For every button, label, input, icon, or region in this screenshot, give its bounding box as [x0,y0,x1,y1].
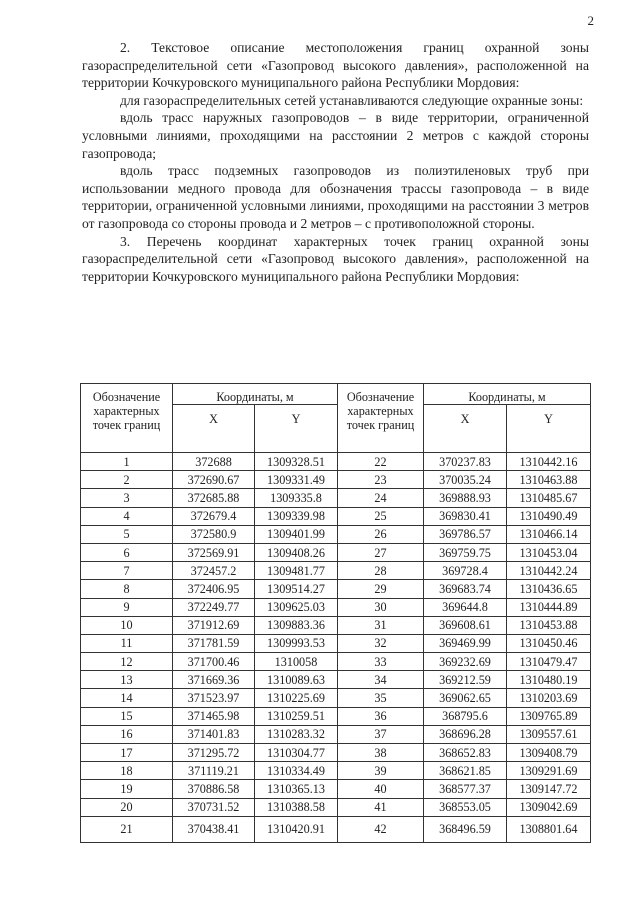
cell-point-right: 37 [338,725,424,743]
cell-x-right: 368696.28 [424,725,507,743]
cell-y-left: 1309339.98 [255,507,338,525]
cell-x-right: 369212.59 [424,671,507,689]
cell-x-right: 370237.83 [424,453,507,471]
cell-x-left: 371523.97 [173,689,255,707]
cell-point-left: 15 [81,707,173,725]
cell-x-left: 371119.21 [173,762,255,780]
cell-y-left: 1309883.36 [255,616,338,634]
cell-y-right: 1310203.69 [507,689,591,707]
cell-x-left: 372679.4 [173,507,255,525]
cell-y-left: 1309625.03 [255,598,338,616]
table-row [81,471,591,489]
table-row [81,598,591,616]
cell-x-right: 369728.4 [424,562,507,580]
cell-y-right: 1310463.88 [507,471,591,489]
cell-y-left: 1310420.91 [255,816,338,842]
cell-y-left: 1309401.99 [255,525,338,543]
cell-x-left: 371465.98 [173,707,255,725]
cell-point-right: 29 [338,580,424,598]
cell-y-right: 1309765.89 [507,707,591,725]
cell-x-left: 372406.95 [173,580,255,598]
cell-x-right: 368496.59 [424,816,507,842]
cell-point-right: 24 [338,489,424,507]
cell-y-right: 1310436.65 [507,580,591,598]
cell-x-left: 372569.91 [173,543,255,561]
cell-x-left: 371781.59 [173,634,255,652]
cell-y-left: 1309331.49 [255,471,338,489]
cell-point-left: 4 [81,507,173,525]
cell-y-right: 1310466.14 [507,525,591,543]
cell-x-right: 369830.41 [424,507,507,525]
table-row [81,653,591,671]
cell-y-right: 1310444.89 [507,598,591,616]
cell-x-left: 371401.83 [173,725,255,743]
cell-y-left: 1310388.58 [255,798,338,816]
cell-y-left: 1310089.63 [255,671,338,689]
header-x-right: X [424,405,507,453]
cell-point-right: 25 [338,507,424,525]
cell-y-right: 1310479.47 [507,653,591,671]
cell-y-left: 1310304.77 [255,744,338,762]
cell-x-right: 369759.75 [424,543,507,561]
cell-point-right: 33 [338,653,424,671]
cell-y-right: 1310490.49 [507,507,591,525]
cell-y-left: 1310058 [255,653,338,671]
cell-point-left: 12 [81,653,173,671]
cell-x-right: 369888.93 [424,489,507,507]
cell-x-right: 369786.57 [424,525,507,543]
cell-point-right: 31 [338,616,424,634]
paragraph-external-pipelines: вдоль трасс наружных газопроводов – в виде территории, ограниченной условными линиями, проходящими на расстоянии 2 метров с каждой стороны газопровода; [82,110,589,161]
document-text [82,39,589,285]
header-x-left: X [173,405,255,453]
header-y-left: Y [255,405,338,453]
cell-x-left: 370438.41 [173,816,255,842]
table-row [81,453,591,471]
cell-x-right: 369232.69 [424,653,507,671]
cell-y-right: 1309147.72 [507,780,591,798]
table-row [81,507,591,525]
cell-point-left: 20 [81,798,173,816]
cell-point-right: 39 [338,762,424,780]
cell-y-left: 1310259.51 [255,707,338,725]
cell-x-right: 369644.8 [424,598,507,616]
cell-y-right: 1310442.16 [507,453,591,471]
cell-y-right: 1310453.88 [507,616,591,634]
cell-y-right: 1308801.64 [507,816,591,842]
cell-point-left: 19 [81,780,173,798]
cell-x-left: 372688 [173,453,255,471]
cell-y-left: 1310225.69 [255,689,338,707]
cell-point-right: 36 [338,707,424,725]
cell-x-right: 370035.24 [424,471,507,489]
cell-point-left: 11 [81,634,173,652]
cell-point-left: 13 [81,671,173,689]
cell-y-left: 1309514.27 [255,580,338,598]
header-coords-right: Координаты, м [424,384,591,405]
cell-x-right: 368621.85 [424,762,507,780]
cell-point-left: 17 [81,744,173,762]
cell-point-left: 16 [81,725,173,743]
header-coords-left: Координаты, м [173,384,338,405]
cell-point-right: 38 [338,744,424,762]
table-body [81,453,591,843]
cell-x-left: 370886.58 [173,780,255,798]
cell-x-right: 368577.37 [424,780,507,798]
cell-point-right: 40 [338,780,424,798]
cell-y-left: 1310283.32 [255,725,338,743]
cell-point-right: 42 [338,816,424,842]
cell-y-left: 1309335.8 [255,489,338,507]
paragraph-zone-intro: для газораспределительных сетей устанавливаются следующие охранные зоны: [120,92,584,108]
cell-x-right: 369608.61 [424,616,507,634]
cell-point-left: 10 [81,616,173,634]
cell-x-left: 371669.36 [173,671,255,689]
cell-x-right: 369469.99 [424,634,507,652]
table-row [81,707,591,725]
cell-point-left: 21 [81,816,173,842]
paragraph-coordinates-list: 3. Перечень координат характерных точек границ охранной зоны газораспределительной сети «Газопровод высокого давления», расположенной на территории Кочкуровского муниципального района Республики Мордовия: [82,233,589,284]
cell-x-right: 368553.05 [424,798,507,816]
cell-y-left: 1309993.53 [255,634,338,652]
cell-y-right: 1309042.69 [507,798,591,816]
cell-x-right: 369062.65 [424,689,507,707]
cell-x-right: 368795.6 [424,707,507,725]
table-row [81,671,591,689]
table-row [81,798,591,816]
table-row [81,725,591,743]
cell-x-left: 372457.2 [173,562,255,580]
cell-x-left: 372685.88 [173,489,255,507]
cell-x-left: 372249.77 [173,598,255,616]
cell-point-left: 9 [81,598,173,616]
cell-point-left: 14 [81,689,173,707]
cell-x-left: 371912.69 [173,616,255,634]
table-header-row [81,384,591,405]
cell-point-left: 6 [81,543,173,561]
cell-y-right: 1310450.46 [507,634,591,652]
coordinates-table [80,383,591,843]
cell-x-left: 370731.52 [173,798,255,816]
cell-x-left: 372580.9 [173,525,255,543]
cell-y-right: 1310453.04 [507,543,591,561]
table-row [81,689,591,707]
cell-point-right: 30 [338,598,424,616]
cell-point-left: 8 [81,580,173,598]
cell-point-right: 23 [338,471,424,489]
header-point-right: Обозначение характерных точек границ [338,384,424,453]
table-row [81,562,591,580]
table-row [81,634,591,652]
cell-point-left: 1 [81,453,173,471]
cell-y-left: 1310365.13 [255,780,338,798]
paragraph-underground-pipelines: вдоль трасс подземных газопроводов из полиэтиленовых труб при использовании медного провода для обозначения трассы газопровода – в виде территории, ограниченной условными линиями, проходящими на расстоянии 3 метров от газопровода со стороны провода и 2 метров – с противоположной стороны. [82,163,589,231]
cell-point-left: 5 [81,525,173,543]
cell-y-left: 1309328.51 [255,453,338,471]
cell-y-right: 1309408.79 [507,744,591,762]
table-row [81,543,591,561]
cell-y-right: 1310442.24 [507,562,591,580]
cell-point-right: 22 [338,453,424,471]
cell-point-right: 28 [338,562,424,580]
cell-y-left: 1309408.26 [255,543,338,561]
table-row [81,616,591,634]
cell-x-left: 371295.72 [173,744,255,762]
cell-point-left: 18 [81,762,173,780]
cell-point-left: 2 [81,471,173,489]
cell-y-right: 1309291.69 [507,762,591,780]
table-row [81,580,591,598]
cell-x-left: 372690.67 [173,471,255,489]
table-row [81,525,591,543]
table-row [81,816,591,842]
header-y-right: Y [507,405,591,453]
table-row [81,780,591,798]
paragraph-zone-description: 2. Текстовое описание местоположения границ охранной зоны газораспределительной сети «Газопровод высокого давления», расположенной на территории Кочкуровского муниципального района Республики Мордовия: [82,40,589,91]
cell-y-right: 1310480.19 [507,671,591,689]
cell-point-right: 26 [338,525,424,543]
cell-point-right: 27 [338,543,424,561]
cell-point-right: 34 [338,671,424,689]
cell-y-left: 1310334.49 [255,762,338,780]
cell-y-right: 1309557.61 [507,725,591,743]
cell-point-right: 35 [338,689,424,707]
table-row [81,489,591,507]
cell-point-left: 3 [81,489,173,507]
table-row [81,744,591,762]
cell-y-right: 1310485.67 [507,489,591,507]
header-point-left: Обозначение характерных точек границ [81,384,173,453]
table-row [81,762,591,780]
cell-point-right: 32 [338,634,424,652]
cell-point-right: 41 [338,798,424,816]
page-number: 2 [587,13,594,28]
cell-x-right: 368652.83 [424,744,507,762]
cell-x-right: 369683.74 [424,580,507,598]
cell-x-left: 371700.46 [173,653,255,671]
cell-point-left: 7 [81,562,173,580]
cell-y-left: 1309481.77 [255,562,338,580]
